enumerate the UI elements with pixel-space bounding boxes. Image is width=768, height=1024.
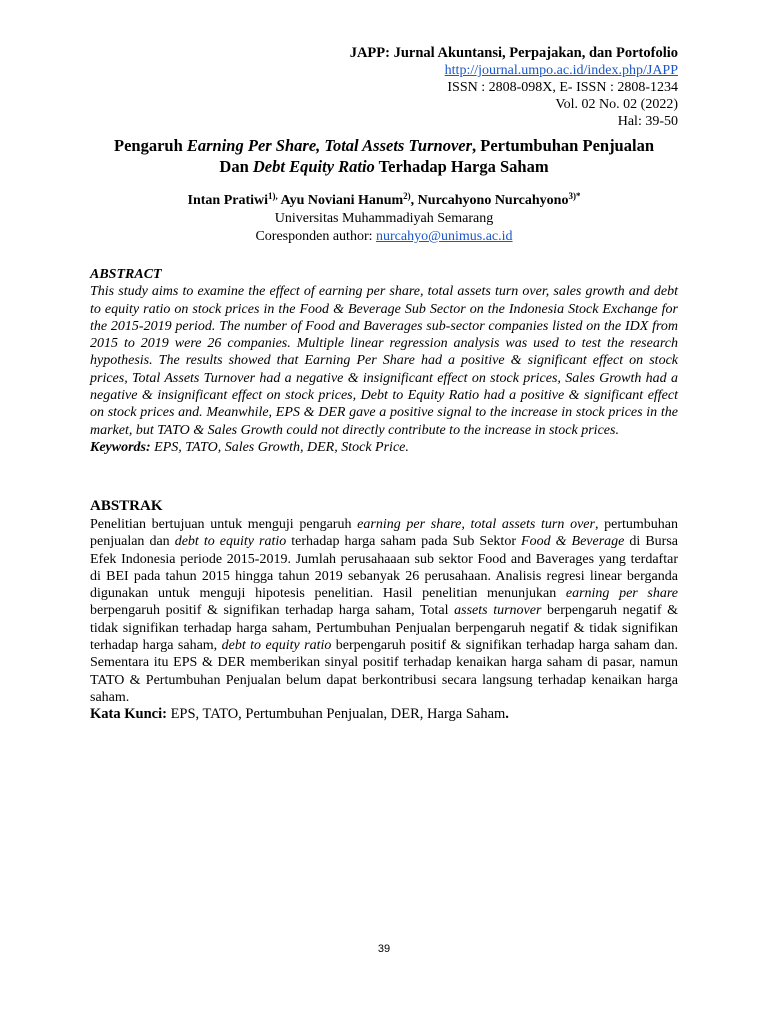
corresponding-email-link[interactable]: nurcahyo@unimus.ac.id [376,229,513,244]
volume-issue: Vol. 02 No. 02 (2022) [555,97,678,112]
corresponding-label: Coresponden author: [255,229,376,244]
abstrak-text-part: di Bursa Efek Indonesia periode 2015-2019. Jumlah perusahaaan sub sektor Food and Baverages yang terdaftar di BEI pada tahun 2015 hingga tahun 2019 sebanyak 26 perusahaan. Analisis regresi linear berganda digunakan untuk menguji hipotesis penelitian. Hasil penelitian menunjukan [90,534,678,602]
title-part: Dan [219,157,253,176]
title-part: , Pertumbuhan Penjualan [472,136,654,155]
author-affiliation-mark: 2) [403,191,411,201]
abstrak-italic-part: debt to equity ratio [174,534,287,550]
abstrak-text-part: berpengaruh positif & signifikan terhadap harga saham dan. Sementara itu EPS & DER memberikan sinyal positif terhadap kenaikan harga saham di pasar, namun TATO & Pertumbuhan Penjualan belum dapat berkontribusi secara langsung terhadap kenaikan harga saham. [90,638,678,705]
abstrak-text [90,516,678,706]
abstrak-text-part: berpengaruh positif & signifikan terhadap harga saham, Total [90,603,455,619]
paper-title [80,135,688,177]
kata-kunci-list: EPS, TATO, Pertumbuhan Penjualan, DER, Harga Saham [166,706,506,723]
author-name: Intan Pratiwi [187,193,269,208]
issn: ISSN : 2808-098X, E- ISSN : 2808-1234 [447,80,678,95]
author-affiliation-mark: 1), [268,191,278,201]
abstrak-text-part: berpengaruh negatif & tidak signifikan terhadap harga saham, Pertumbuhan Penjualan berpengaruh negatif & tidak signifikan terhadap harga saham, [90,603,678,654]
page-range: Hal: 39-50 [617,114,678,129]
abstract-section [90,266,678,456]
kata-kunci-label: Kata Kunci: [90,706,167,723]
title-part: Terhadap Harga Saham [374,157,549,176]
abstract-text: This study aims to examine the effect of earning per share, total assets turn over, sales growth and debt to equity ratio on stock prices in the Food & Beverage Sub Sector on the Indonesia Stock Exchange for the 2015-2019 period. The number of Food and Baverages sub-sector companies listed on the IDX from 2015 to 2019 were 26 companies. Multiple linear regression analysis was used to test the research hypothesis. The results showed that Earning Per Share had a positive & significant effect on stock prices, Total Assets Turnover had a negative & insignificant effect on stock prices, Sales Growth had a negative & insignificant effect on stock prices, Debt to Equity Ratio had a positive & significant effect on stock prices and. Meanwhile, EPS & DER gave a positive signal to the increase in stock prices in the market, but TATO & Sales Growth could not directly contribute to the increase in stock prices. [90,284,678,438]
affiliation: Universitas Muhammadiyah Semarang [274,211,494,226]
author-block [80,192,688,246]
keywords [90,439,678,456]
page-number: 39 [377,943,391,955]
author-name: , Nurcahyono Nurcahyono [410,193,569,208]
author-names [80,192,688,210]
journal-name: JAPP: Jurnal Akuntansi, Perpajakan, dan Portofolio [349,45,678,61]
title-italic-part: Earning Per Share, Total Assets Turnover [186,136,473,155]
journal-url-link[interactable]: http://journal.umpo.ac.id/index.php/JAPP [444,63,678,78]
abstrak-italic-part: assets turnover [454,603,542,619]
abstrak-italic-part: debt to equity ratio [221,638,332,654]
abstrak-text-part: terhadap harga saham pada Sub Sektor [286,534,522,550]
corresponding-author [80,228,688,246]
abstrak-italic-part: earning per share [565,586,678,602]
abstrak-italic-part: Food & Beverage [521,534,625,550]
abstrak-text-part: , pertumbuhan penjualan dan [90,517,679,550]
title-part: Pengaruh [113,136,187,155]
abstrak-italic-part: earning per share, total assets turn over [357,517,595,532]
keywords-list: EPS, TATO, Sales Growth, DER, Stock Price. [150,439,409,455]
title-italic-part: Debt Equity Ratio [252,157,375,176]
author-name: Ayu Noviani Hanum [277,193,404,208]
keywords-label: Keywords: [90,439,151,455]
kata-kunci-end: . [505,706,509,723]
author-affiliation-mark: 3)* [568,191,581,201]
abstract-heading: ABSTRACT [90,267,162,282]
kata-kunci [90,706,678,723]
abstrak-heading: ABSTRAK [90,498,163,514]
journal-header [350,45,678,130]
abstrak-text-part: Penelitian bertujuan untuk menguji pengaruh [90,517,358,532]
abstrak-section [90,497,678,724]
